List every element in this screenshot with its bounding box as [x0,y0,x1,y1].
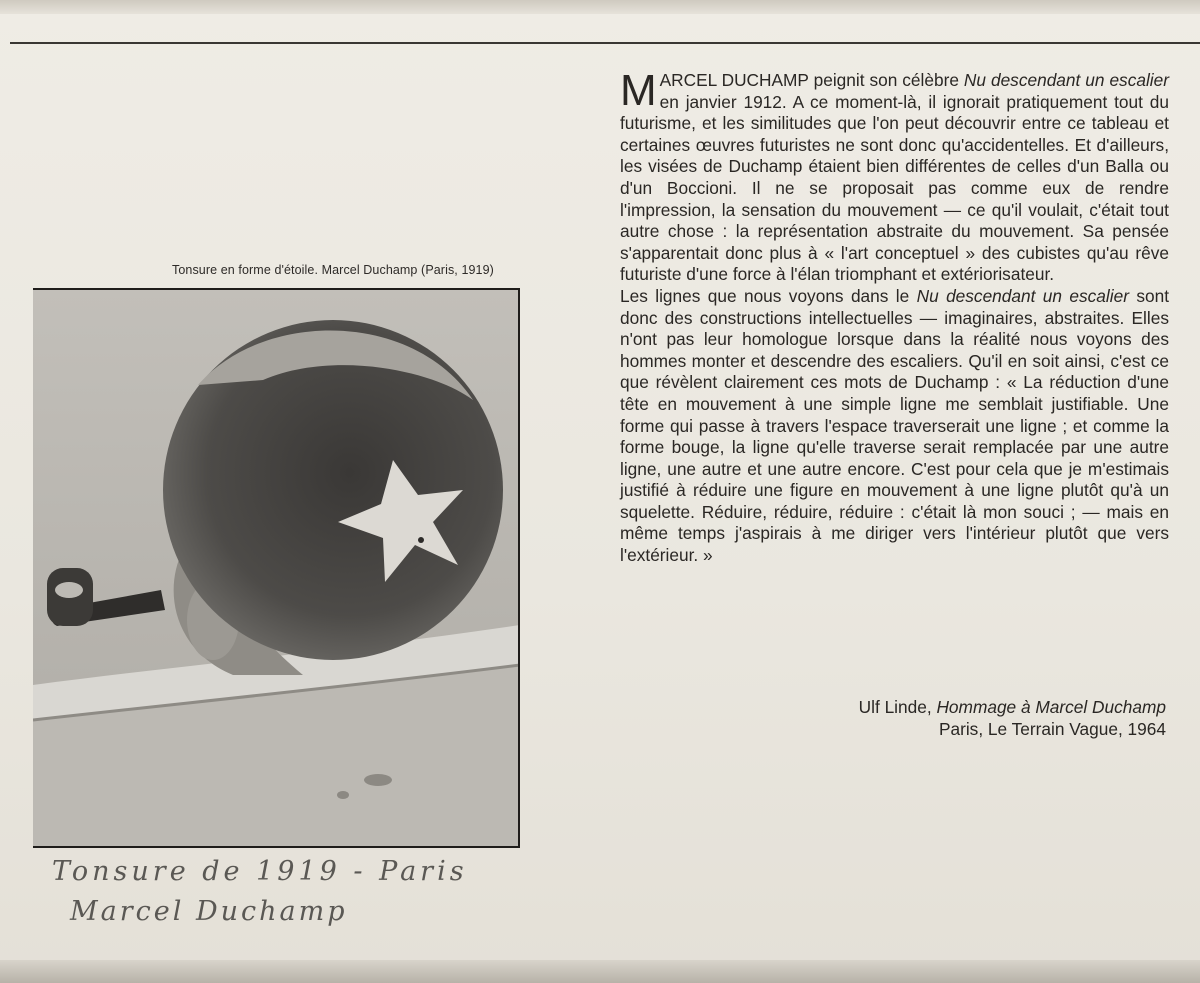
citation-book: Hommage à Marcel Duchamp [936,697,1166,717]
p2-artwork-title: Nu descendant un escalier [916,285,1129,306]
handwritten-inscription [52,852,522,942]
photo-caption: Tonsure en forme d'étoile. Marcel Duchamp (Paris, 1919) [172,263,494,277]
photo-icon [33,290,520,848]
inscription-line-1: Tonsure de 1919 - Paris [52,856,468,887]
article-text [620,66,1169,567]
paragraph-1 [620,66,1169,286]
page-bottom-edge [0,960,1200,983]
citation-publisher: Paris, Le Terrain Vague, 1964 [938,718,1166,739]
drop-cap: M [620,66,657,115]
p2-body: sont donc des constructions intellectuelles — imaginaires, abstraites. Elles n'ont pas leur homologue lorsque dans la réalité nous voyons des hommes monter et descendre des escaliers. Qu'il en soit ainsi, c'est ce que révèlent clairement ces mots de Duchamp : « La réduction d'une tête en mouvement à une simple ligne me semblait justifiable. Une forme qui passe à travers l'espace traverserait une ligne ; et comme la forme bouge, la ligne qu'elle traverse serait remplacée par une autre ligne, une autre et une autre encore. C'est pour cela que je m'estimais justifié à réduire une figure en mouvement à une ligne plutôt qu'à un squelette. Réduire, réduire, réduire : c'était là mon souci ; — mais en même temps j'aspirais à me diriger vers l'intérieur plutôt que vers l'extérieur. » [620,285,1169,566]
citation [620,697,1166,740]
page-top-shadow [0,0,1200,14]
p2-intro: Les lignes que nous voyons dans le [620,285,917,306]
photo-tonsure [33,288,520,848]
p1-intro: ARCEL DUCHAMP peignit son célèbre [659,70,964,90]
paragraph-2 [620,286,1169,567]
inscription-signature: Marcel Duchamp [70,896,348,927]
citation-line-1 [620,697,1166,719]
header-rule [10,42,1200,44]
p1-artwork-title: Nu descendant un escalier [963,70,1169,90]
citation-author: Ulf Linde, [858,697,937,717]
p1-body: en janvier 1912. A ce moment-là, il ignorait pratiquement tout du futurisme, et les similitudes que l'on peut découvrir entre ce tableau et certaines œuvres futuristes ne sont donc qu'accidentelles. Et d'ailleurs, les visées de Duchamp étaient bien différentes de celles d'un Balla ou d'un Boccioni. Il ne se proposait pas comme eux de rendre l'impression, la sensation du mouvement — ce qu'il voulait, c'était tout autre chose : la représentation abstraite du mouvement. Sa pensée s'apparentait donc plus à « l'art conceptuel » des cubistes qu'au rêve futuriste d'une force à l'élan triomphant et extériorisateur. [620,91,1169,285]
